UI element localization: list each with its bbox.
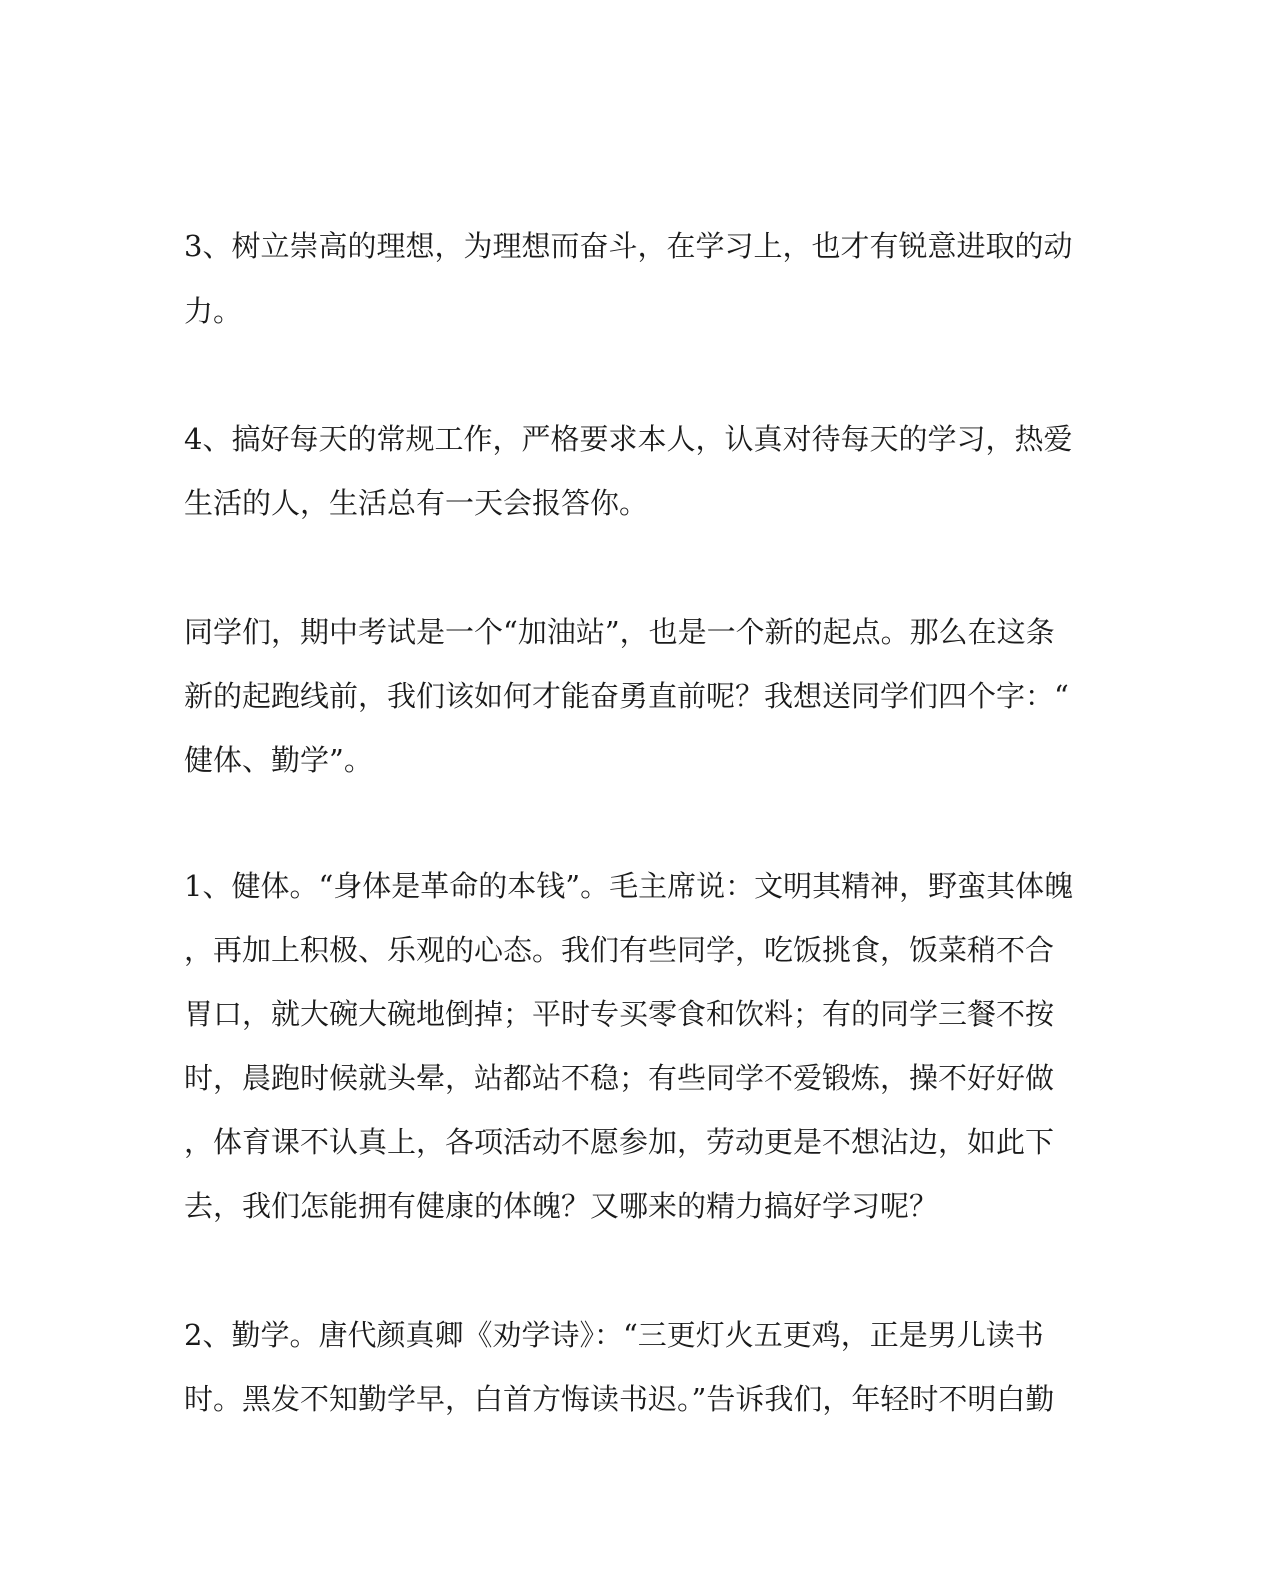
- paragraph-intro-line-2: 新的起跑线前，我们该如何才能奋勇直前呢？我想送同学们四个字：“: [184, 679, 1069, 713]
- paragraph-1-line-3: 胃口，就大碗大碗地倒掉；平时专买零食和饮料；有的同学三餐不按: [184, 997, 1055, 1031]
- paragraph-3-line-1: 3、树立崇高的理想，为理想而奋斗，在学习上，也才有锐意进取的动: [184, 229, 1073, 263]
- paragraph-intro-line-3: 健体、勤学”。: [184, 743, 373, 777]
- paragraph-1-line-6: 去，我们怎能拥有健康的体魄？又哪来的精力搞好学习呢？: [184, 1189, 939, 1223]
- paragraph-4-line-2: 生活的人，生活总有一天会报答你。: [184, 486, 649, 520]
- paragraph-4-line-1: 4、搞好每天的常规工作，严格要求本人，认真对待每天的学习，热爱: [184, 422, 1073, 456]
- paragraph-2-line-1: 2、勤学。唐代颜真卿《劝学诗》：“三更灯火五更鸡，正是男儿读书: [184, 1318, 1044, 1352]
- paragraph-1-line-5: ，体育课不认真上，各项活动不愿参加，劳动更是不想沾边，如此下: [184, 1125, 1055, 1159]
- paragraph-intro-line-1: 同学们，期中考试是一个“加油站”，也是一个新的起点。那么在这条: [184, 615, 1055, 649]
- paragraph-3-line-2: 力。: [184, 294, 243, 328]
- paragraph-1-line-1: 1、健体。“身体是革命的本钱”。毛主席说：文明其精神，野蛮其体魄: [184, 869, 1074, 903]
- paragraph-1-line-4: 时，晨跑时候就头晕，站都站不稳；有些同学不爱锻炼，操不好好做: [184, 1061, 1055, 1095]
- paragraph-2-line-2: 时。黑发不知勤学早，白首方悔读书迟。”告诉我们，年轻时不明白勤: [184, 1382, 1055, 1416]
- paragraph-1-line-2: ，再加上积极、乐观的心态。我们有些同学，吃饭挑食，饭菜稍不合: [184, 933, 1055, 967]
